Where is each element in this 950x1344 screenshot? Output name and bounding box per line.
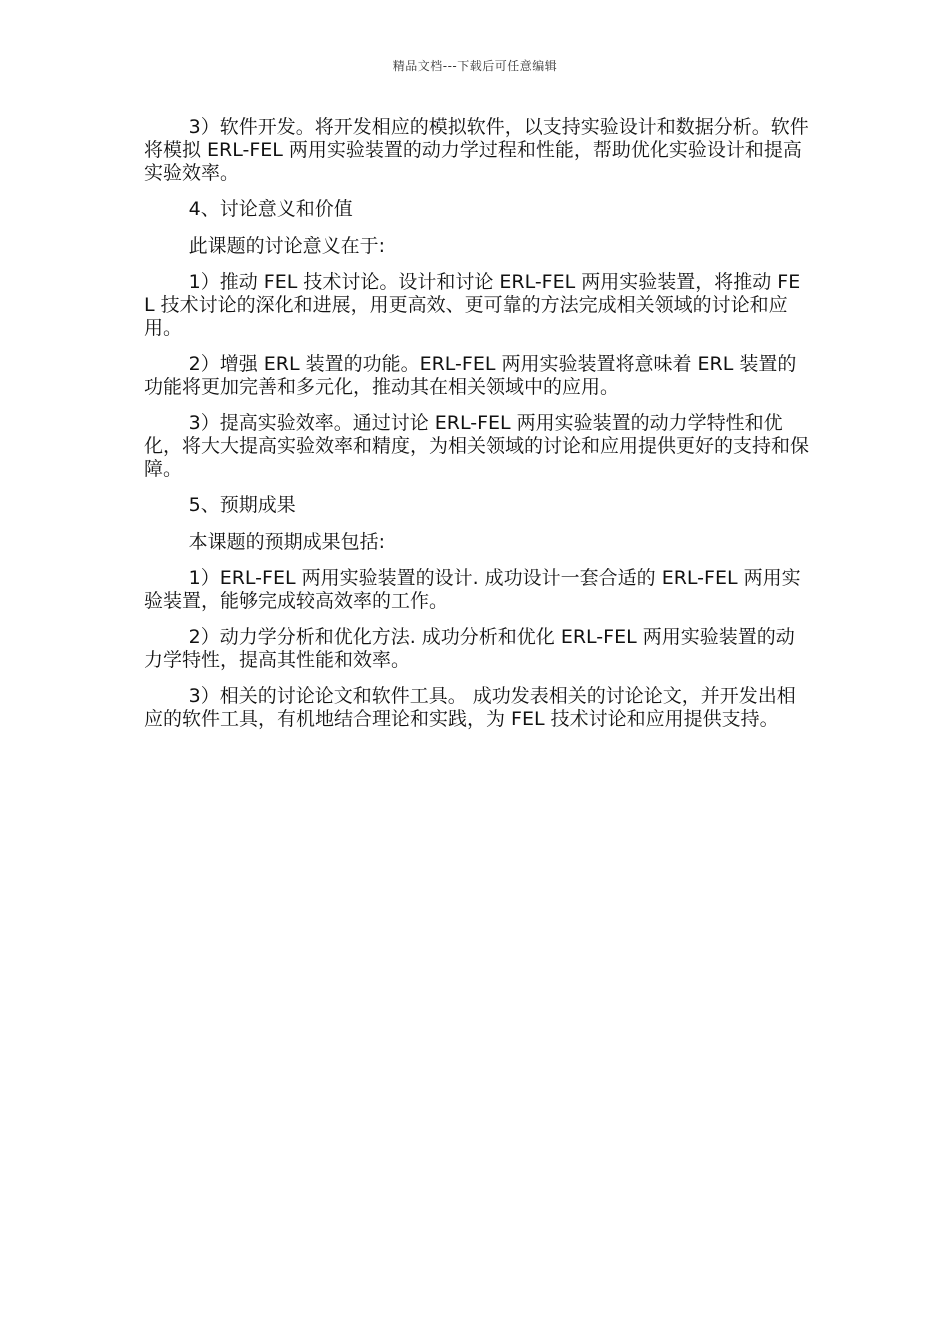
paragraph-result-design: 1）ERL-FEL 两用实验装置的设计. 成功设计一套合适的 ERL-FEL 两用实验装置，能够完成较高效率的工作。 (144, 567, 801, 612)
paragraph-improve-efficiency: 3）提高实验效率。通过讨论 ERL-FEL 两用实验装置的动力学特性和优化，将大大提高实验效率和精度，为相关领域的讨论和应用提供更好的支持和保障。 (144, 412, 810, 480)
section-heading-expected-results: 5、预期成果 (188, 494, 296, 516)
paragraph-software-development: 3）软件开发。将开发相应的模拟软件，以支持实验设计和数据分析。软件将模拟 ERL-FEL 两用实验装置的动力学过程和性能，帮助优化实验设计和提高实验效率。 (144, 116, 809, 184)
section-heading-significance: 4、讨论意义和价值 (188, 198, 353, 220)
paragraph-enhance-erl: 2）增强 ERL 装置的功能。ERL-FEL 两用实验装置将意味着 ERL 装置的功能将更加完善和多元化，推动其在相关领域中的应用。 (144, 353, 797, 398)
paragraph-result-dynamics: 2）动力学分析和优化方法. 成功分析和优化 ERL-FEL 两用实验装置的动力学特性，提高其性能和效率。 (144, 626, 795, 671)
paragraph-promote-fel: 1）推动 FEL 技术讨论。设计和讨论 ERL-FEL 两用实验装置，将推动 FEL 技术讨论的深化和进展，用更高效、更可靠的方法完成相关领域的讨论和应用。 (144, 271, 801, 339)
paragraph-significance-intro: 此课题的讨论意义在于: (188, 235, 386, 257)
paragraph-result-papers-software: 3）相关的讨论论文和软件工具。 成功发表相关的讨论论文，并开发出相应的软件工具，有机地结合理论和实践，为 FEL 技术讨论和应用提供支持。 (144, 685, 796, 730)
document-body (144, 116, 810, 744)
paragraph-results-intro: 本课题的预期成果包括: (188, 531, 386, 553)
page-header: 精品文档---下载后可任意编辑 (392, 59, 558, 73)
